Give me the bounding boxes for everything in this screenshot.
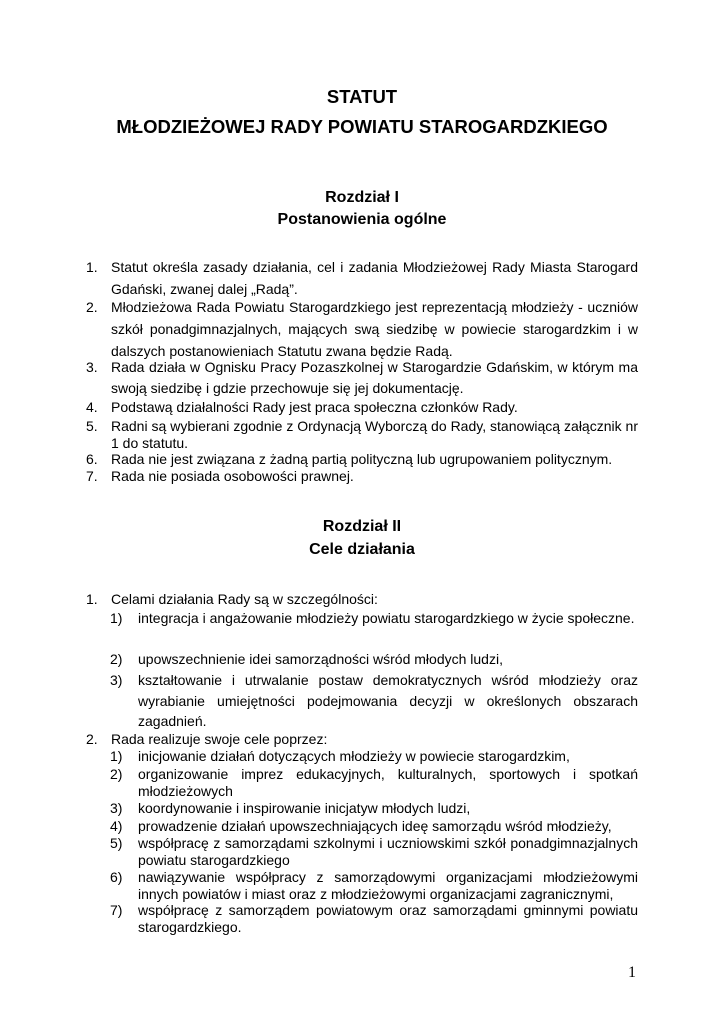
list-item-text: Radni są wybierani zgodnie z Ordynacją Wyborczą do Rady, stanowiącą załącznik nr 1 do statutu. <box>111 418 638 451</box>
sub-list-item-number: 4) <box>110 818 123 834</box>
sub-list-item-number: 2) <box>110 766 123 782</box>
list-item-number: 1. <box>86 591 98 607</box>
document-title-line1: STATUT <box>326 86 398 107</box>
chapter2-label: Rozdział II <box>322 518 402 535</box>
list-item-text: Młodzieżowa Rada Powiatu Starogardzkiego jest reprezentacją młodzieży - uczniów szkół ponadgimnazjalnych, mających swą siedzibę w powiecie starogardzkim i w dalszych postanowieniach Statutu zwana będzie Radą. <box>111 299 638 359</box>
list-item-text: Statut określa zasady działania, cel i zadania Młodzieżowej Rady Miasta Starogard Gdański, zwanej dalej „Radą”. <box>111 259 638 297</box>
list-item-text: Celami działania Rady są w szczególności: <box>111 591 378 607</box>
list-item-number: 4. <box>86 399 98 415</box>
page-number: 1 <box>628 964 636 981</box>
chapter1-subtitle: Postanowienia ogólne <box>277 211 447 228</box>
sub-list-item-text: współpracę z samorządem powiatowym oraz samorządami gminnymi powiatu starogardzkiego. <box>138 902 638 935</box>
list-item-text: Rada realizuje swoje cele poprzez: <box>111 731 328 747</box>
list-item-number: 3. <box>86 359 98 375</box>
list-item-number: 5. <box>86 418 98 434</box>
sub-list-item-number: 2) <box>110 651 123 667</box>
chapter1-label: Rozdział I <box>325 189 399 206</box>
list-item-number: 1. <box>86 259 98 275</box>
sub-list-item-number: 5) <box>110 835 123 851</box>
sub-list-item-number: 6) <box>110 869 123 885</box>
list-item-number: 6. <box>86 451 98 467</box>
list-item-text: Rada nie posiada osobowości prawnej. <box>111 468 354 484</box>
sub-list-item-text: współpracę z samorządami szkolnymi i uczniowskimi szkół ponadgimnazjalnych powiatu starogardzkiego <box>138 835 638 868</box>
sub-list-item-text: upowszechnienie idei samorządności wśród młodych ludzi, <box>138 651 503 667</box>
sub-list-item-number: 1) <box>110 748 123 764</box>
sub-list-item-text: integracja i angażowanie młodzieży powiatu starogardzkiego w życie społeczne. <box>138 610 635 626</box>
sub-list-item-text: kształtowanie i utrwalanie postaw demokratycznych wśród młodzieży oraz wyrabianie umiejętności podejmowania decyzji w określonych obszarach zagadnień. <box>138 672 638 729</box>
list-item-text: Rada nie jest związana z żadną partią polityczną lub ugrupowaniem politycznym. <box>111 451 613 467</box>
sub-list-item-text: prowadzenie działań upowszechniających ideę samorządu wśród młodzieży, <box>138 818 612 834</box>
list-item-number: 2. <box>86 731 98 747</box>
chapter2-subtitle: Cele działania <box>309 541 415 558</box>
document-title-line2: MŁODZIEŻOWEJ RADY POWIATU STAROGARDZKIEGO <box>116 116 608 137</box>
sub-list-item-text: koordynowanie i inspirowanie inicjatyw młodych ludzi, <box>138 800 471 816</box>
sub-list-item-number: 7) <box>110 902 123 918</box>
sub-list-item-text: nawiązywanie współpracy z samorządowymi organizacjami młodzieżowymi innych powiatów i miast oraz z młodzieżowymi organizacjami zagranicznymi, <box>138 869 638 902</box>
list-item-number: 2. <box>86 299 98 315</box>
sub-list-item-text: organizowanie imprez edukacyjnych, kulturalnych, sportowych i spotkań młodzieżowych <box>138 766 638 799</box>
sub-list-item-number: 3) <box>110 800 123 816</box>
sub-list-item-text: inicjowanie działań dotyczących młodzieży w powiecie starogardzkim, <box>138 748 570 764</box>
sub-list-item-number: 1) <box>110 610 123 626</box>
list-item-text: Rada działa w Ognisku Pracy Pozaszkolnej w Starogardzie Gdańskim, w którym ma swoją siedzibę i gdzie przechowuje się jej dokumentację. <box>111 359 638 396</box>
sub-list-item-number: 3) <box>110 672 123 688</box>
list-item-number: 7. <box>86 468 98 484</box>
list-item-text: Podstawą działalności Rady jest praca społeczna członków Rady. <box>111 399 518 415</box>
